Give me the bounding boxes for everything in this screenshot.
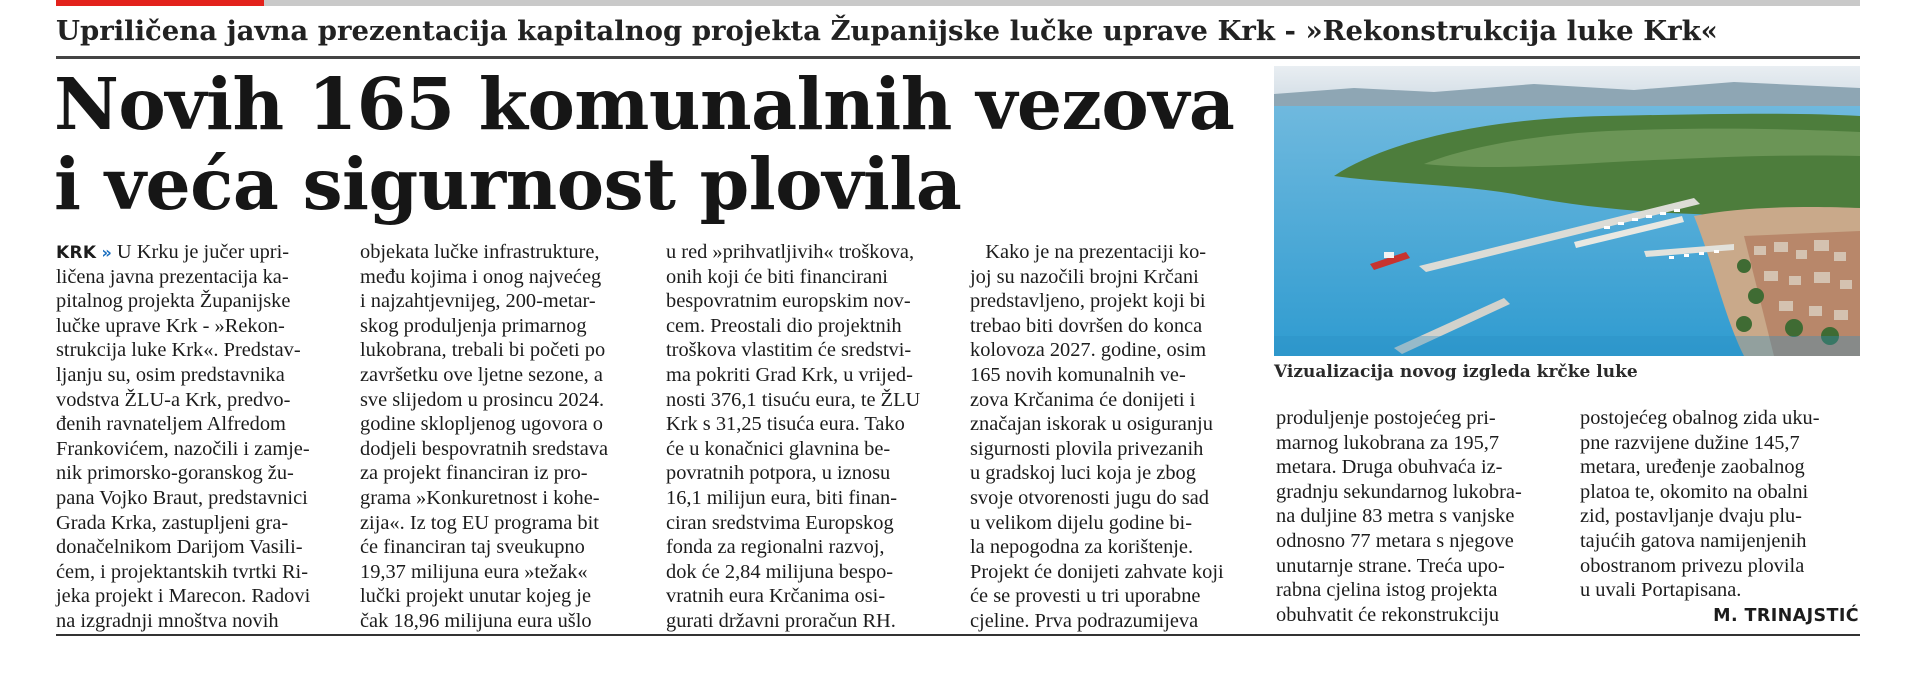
body-line: sve slijedom u prosincu 2024. <box>360 388 605 411</box>
body-line: Grada Krka, zastupljeni gra- <box>56 511 289 534</box>
kicker: Upriličena javna prezentacija kapitalnog projekta Županijske lučke uprave Krk - »Rekonstrukcija luke Krk« <box>56 15 1718 47</box>
body-line <box>56 240 335 265</box>
body-line: produljenje postojećeg pri- <box>1276 407 1496 429</box>
body-line: trebao biti dovršen do konca <box>970 314 1203 337</box>
body-line: đenih ravnateljem Alfredom <box>56 413 286 436</box>
body-line: Krk s 31,25 tisuća eura. Tako <box>666 413 905 436</box>
body-line: obostranom privezu plovila <box>1580 554 1805 577</box>
body-line: na izgradnji mnoštva novih <box>56 609 279 632</box>
body-line: predstavljeno, projekt koji bi <box>970 290 1206 313</box>
body-line: unutarnje strane. Treća upo- <box>1276 554 1505 577</box>
body-line: 19,37 milijuna eura »težak« <box>360 560 588 583</box>
body-line: postojećeg obalnog zida uku- <box>1580 407 1820 429</box>
body-line: u red »prihvatljivih« troškova, <box>666 241 915 263</box>
body-column-2 <box>360 240 639 634</box>
headline <box>54 64 1254 224</box>
body-line: godine sklopljenog ugovora o <box>360 413 603 436</box>
body-line: nik primorsko-goranskog žu- <box>56 462 294 485</box>
body-column-3 <box>666 240 945 634</box>
headline-line-1: Novih 165 komunalnih vezova <box>54 62 1235 146</box>
body-line: zova Krčanima će donijeti i <box>970 388 1196 411</box>
body-line: na duljine 83 metra s vanjske <box>1276 505 1515 528</box>
body-line: onih koji će biti financirani <box>666 265 888 288</box>
dateline-marker: » <box>101 243 112 262</box>
kicker-rule <box>56 56 1860 59</box>
body-line: ćem, i projektantskih tvrtki Ri- <box>56 560 309 583</box>
body-line: zija«. Iz tog EU programa bit <box>360 511 599 534</box>
body-line: pne razvijene dužine 145,7 <box>1580 431 1800 454</box>
body-line: marnog lukobrana za 195,7 <box>1276 431 1500 454</box>
body-line: sigurnosti plovila privezanih <box>970 437 1204 460</box>
body-line: gurati državni proračun RH. <box>666 609 896 632</box>
dateline: KRK <box>56 243 97 263</box>
body-line: lukobrana, trebali bi početi po <box>360 339 606 362</box>
body-line: će u konačnici glavnina be- <box>666 437 891 460</box>
body-line: Kako je na prezentaciji ko- <box>970 241 1207 263</box>
byline: M. TRINAJSTIĆ <box>1713 606 1859 626</box>
body-line: među kojima i onog najvećeg <box>360 265 602 288</box>
body-line: u velikom dijelu godine bi- <box>970 511 1192 534</box>
body-line: troškova vlastitim će sredstvi- <box>666 339 912 362</box>
body-line: la nepogodna za korištenje. <box>970 536 1194 559</box>
harbor-photo <box>1274 66 1860 356</box>
body-line: obuhvatit će rekonstrukciju <box>1276 603 1500 626</box>
body-line: za projekt financiran iz pro- <box>360 462 588 485</box>
body-line: kolovoza 2027. godine, osim <box>970 339 1207 362</box>
body-line: vodstva ŽLU-a Krk, predvo- <box>56 388 291 411</box>
body-line: metara, uređenje zaobalnog <box>1580 456 1805 479</box>
body-line: vratnih eura Krčanima osi- <box>666 585 886 608</box>
photo-caption: Vizualizacija novog izgleda krčke luke <box>1274 362 1638 382</box>
body-line: 16,1 milijun eura, biti finan- <box>666 486 898 509</box>
body-line: u gradskoj luci koja je zbog <box>970 462 1196 485</box>
body-line: će financiran taj sveukupno <box>360 536 585 559</box>
body-line: tajućih gatova namijenjenih <box>1580 529 1807 552</box>
body-line: ma pokriti Grad Krk, u vrijed- <box>666 363 913 386</box>
body-column-4 <box>970 240 1249 634</box>
body-line: grama »Konkuretnost i kohe- <box>360 486 600 509</box>
body-line: gradnju sekundarnog lukobra- <box>1276 480 1522 503</box>
body-column-1 <box>56 240 335 634</box>
body-line: čak 18,96 milijuna eura ušlo <box>360 609 592 632</box>
body-line: donačelnikom Darijom Vasili- <box>56 536 303 559</box>
body-line: odnosno 77 metara s njegove <box>1276 529 1514 552</box>
body-line: će se provesti u tri uporabne <box>970 585 1201 608</box>
body-line: metara. Druga obuhvaća iz- <box>1276 456 1503 479</box>
body-line: joj su nazočili brojni Krčani <box>970 265 1199 288</box>
body-line: povratnih potpora, u iznosu <box>666 462 891 485</box>
top-accent-bar <box>56 0 264 6</box>
body-line: lučki projekt unutar kojeg je <box>360 585 592 608</box>
bottom-rule <box>56 634 1860 636</box>
body-line: pana Vojko Braut, predstavnici <box>56 486 308 509</box>
headline-line-2: i veća sigurnost plovila <box>54 142 962 226</box>
body-line: rabna cjelina istog projekta <box>1276 579 1498 602</box>
body-line: Projekt će donijeti zahvate koji <box>970 560 1224 583</box>
body-line: ciran sredstvima Europskog <box>666 511 894 534</box>
body-line: strukcija luke Krk«. Predstav- <box>56 339 301 362</box>
top-rule <box>56 0 1860 6</box>
body-line: skog produljenja primarnog <box>360 314 587 337</box>
body-line: cem. Preostali dio projektnih <box>666 314 902 337</box>
body-line: pitalnog projekta Županijske <box>56 290 291 313</box>
body-line: u uvali Portapisana. <box>1580 579 1742 602</box>
body-line: dodjeli bespovratnih sredstava <box>360 437 609 460</box>
body-line: i najzahtjevnijeg, 200-metar- <box>360 290 596 313</box>
body-line: bespovratnim europskim nov- <box>666 290 911 313</box>
body-line: Frankovićem, nazočili i zamje- <box>56 437 310 460</box>
body-line: lučke uprave Krk - »Rekon- <box>56 314 285 337</box>
body-column-5 <box>1276 406 1555 627</box>
body-line: značajan iskorak u osiguranju <box>970 413 1213 436</box>
body-line: platoa te, okomito na obalni <box>1580 480 1809 503</box>
body-line: fonda za regionalni razvoj, <box>666 536 885 559</box>
harbor-illustration <box>1274 66 1860 356</box>
body-line: objekata lučke infrastrukture, <box>360 241 600 263</box>
body-line: 165 novih komunalnih ve- <box>970 363 1186 386</box>
body-line: zid, postavljanje dvaju plu- <box>1580 505 1802 528</box>
body-line: ljanju su, osim predstavnika <box>56 363 285 386</box>
body-line: dok će 2,84 milijuna bespo- <box>666 560 894 583</box>
body-line: svoje otvorenosti jugu do sad <box>970 486 1210 509</box>
body-line: jeka projekt i Marecon. Radovi <box>56 585 311 608</box>
body-line-text: U Krku je jučer upri- <box>116 241 290 263</box>
body-line: završetku ove ljetne sezone, a <box>360 363 603 386</box>
body-line: nosti 376,1 tisuću eura, te ŽLU <box>666 388 921 411</box>
body-line: cjeline. Prva podrazumijeva <box>970 609 1199 632</box>
body-column-6 <box>1580 406 1859 603</box>
body-line: ličena javna prezentacija ka- <box>56 265 289 288</box>
